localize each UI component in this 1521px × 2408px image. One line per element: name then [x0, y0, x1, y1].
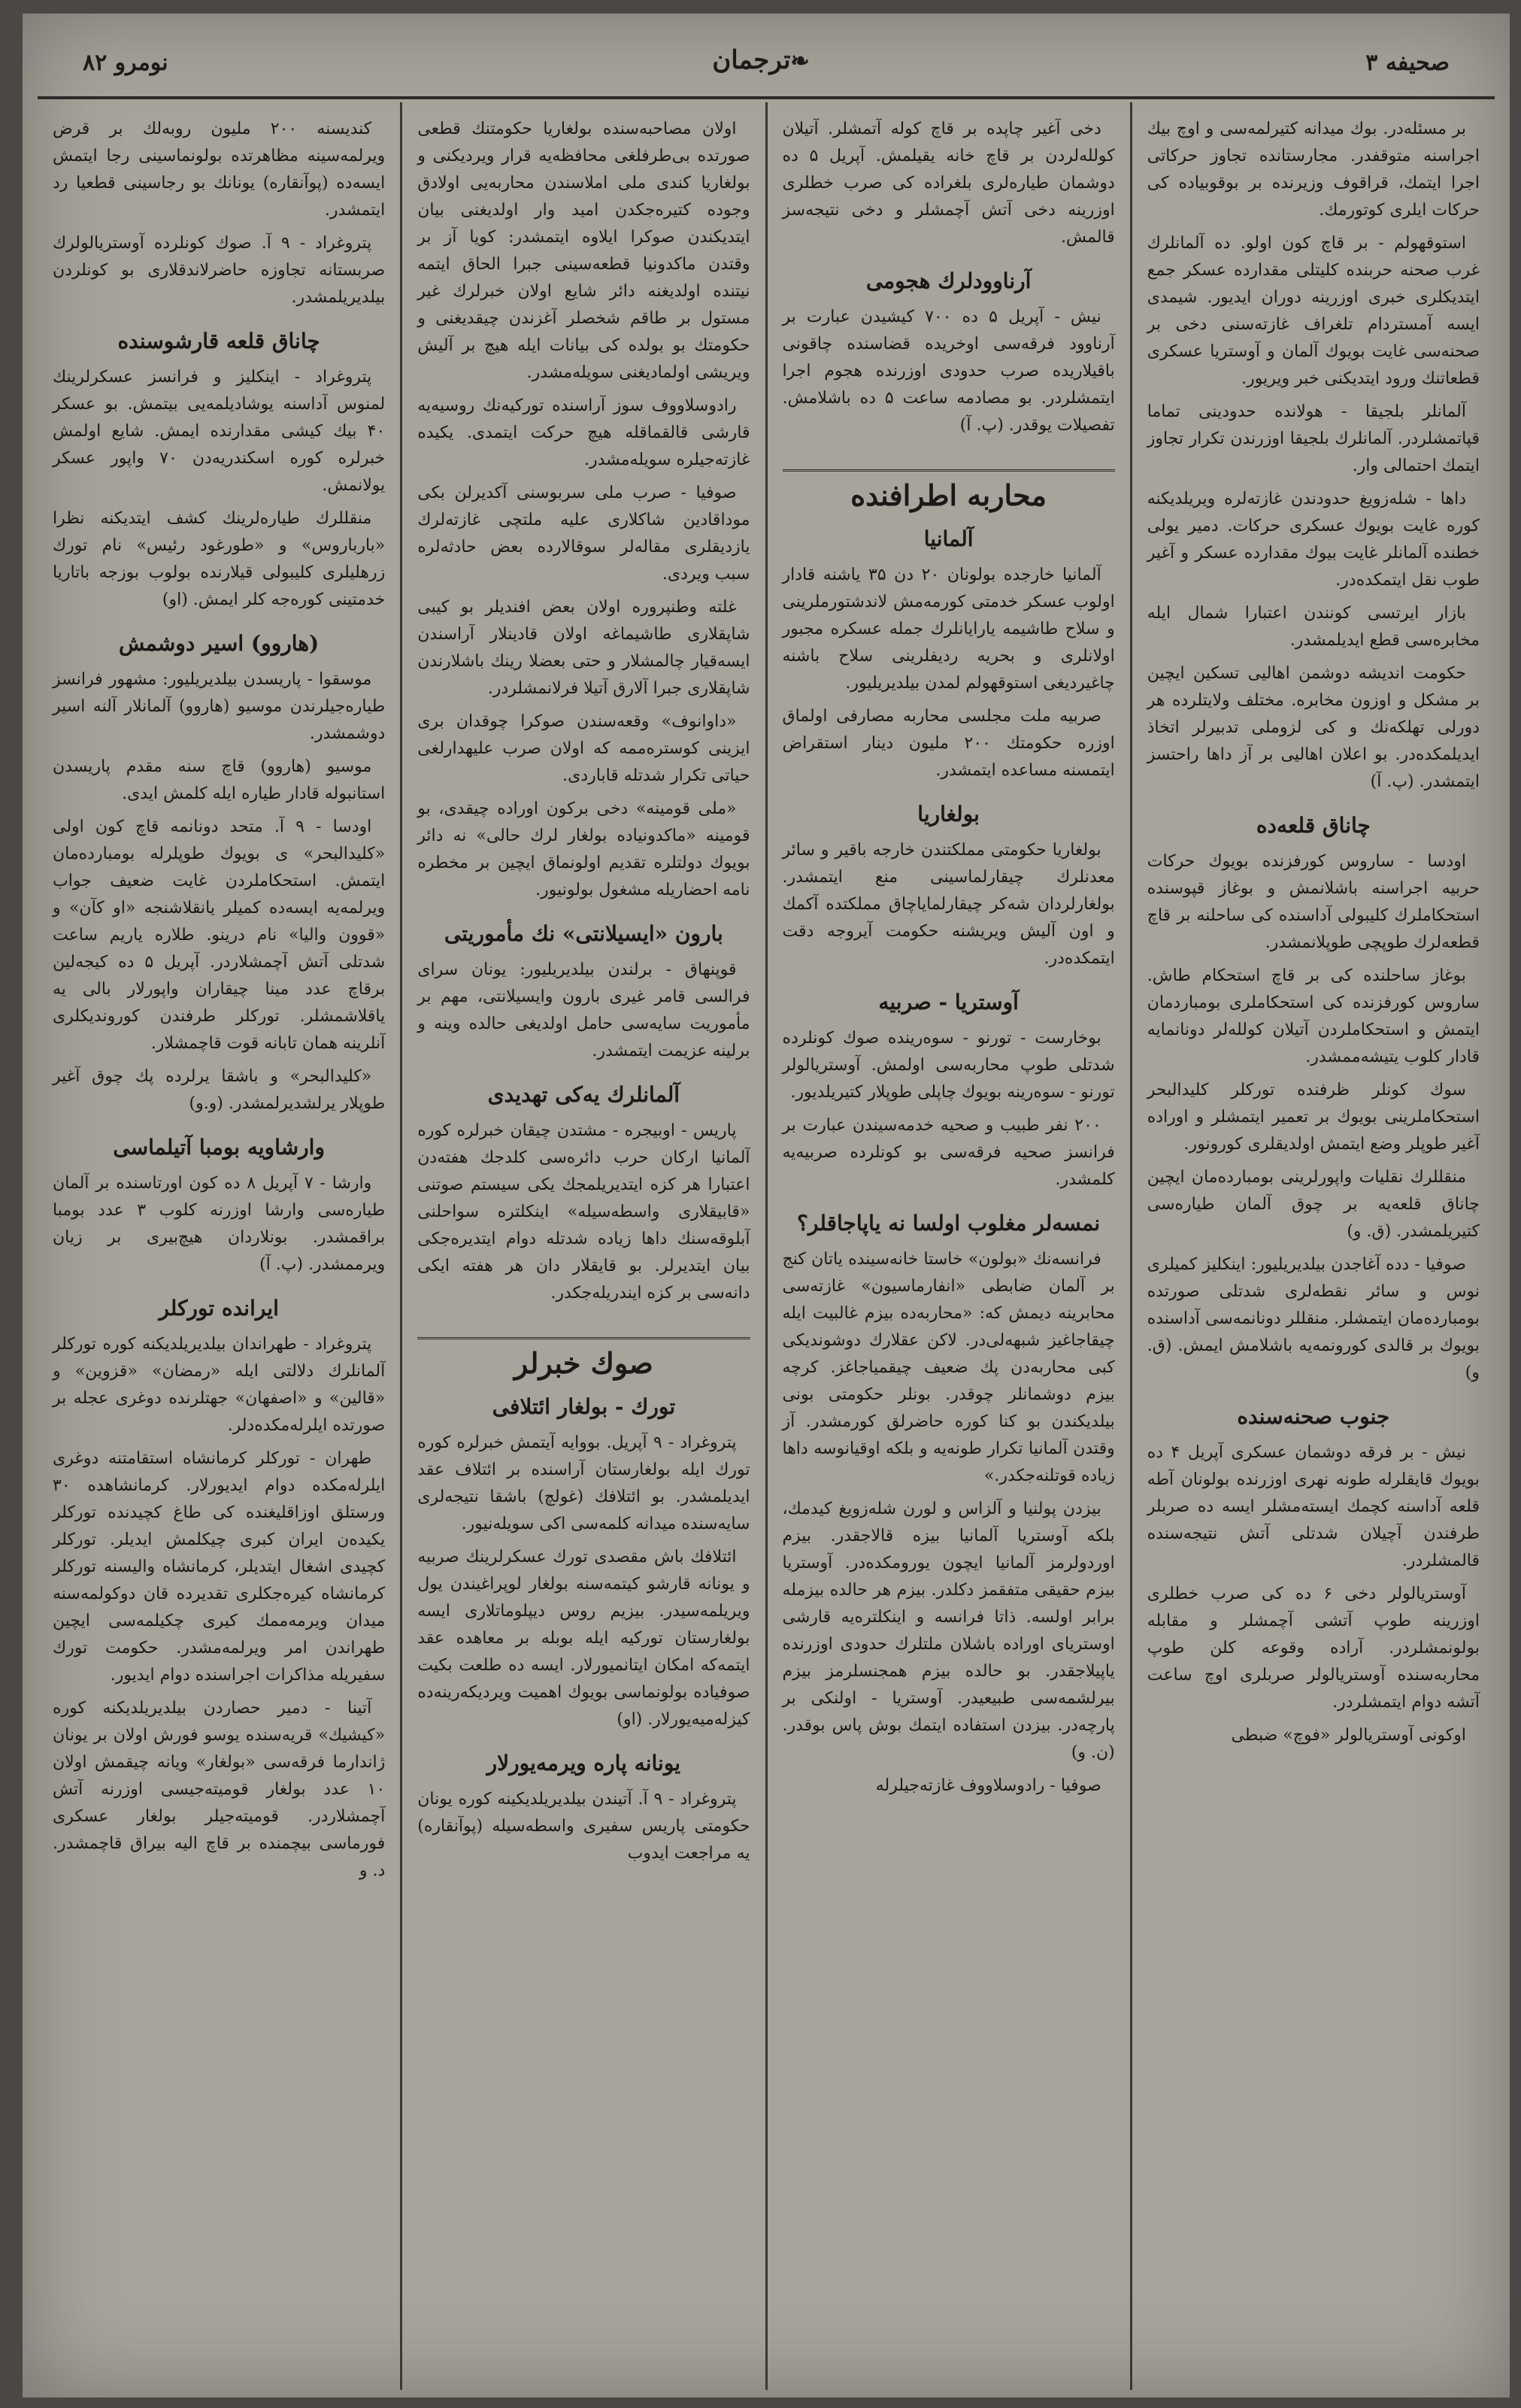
article-paragraph: صوفيا - دده آغاجدن بيلديريليور: اينكليز كميلرى نوس و سائر نقطه‌لرى شدتلى صورتده بومبارده‌مان ايتمشلر. منقللر دونانمه‌سى آداسنده بويوك بر قالدى كورونمه‌يه باشلامش ايمش. (ق. و) [1147, 1255, 1480, 1382]
article-paragraph: «كليدالبحر» و باشقا يرلرده پك چوق آغير طوپلار يرلشديرلمشدر. (و.و) [53, 1067, 386, 1113]
article-paragraph: رادوسلاووف سوز آراسنده توركيه‌نك روسيه‌يه قارشى قالقماقله هيچ حركت ايتمدى. يكيده غازته‌جيلره سويله‌مشدر. [417, 396, 750, 469]
article-paragraph: آلمانلر بلجيقا - هولانده حدودينى تماما قپاتمشلردر. آلمانلرك بلجيقا اوزرندن تكرار تجاوز ايتمك احتمالى وار. [1147, 402, 1480, 475]
article-paragraph: نيش - آپريل ۵ ده ۷۰۰ كيشيدن عبارت بر آرناوود فرقه‌سى اوخريده قضاسنده چاقونى باقيلاريده صرب حدودى اوزرنده هجوم اجرا ايتمشلردر. بو مصادمه ساعت ۵ ده باشلامش. تفصيلات يوقدر. (پ. آ) [782, 308, 1115, 435]
article-paragraph: موسقوا - پاريسدن بيلديريليور: مشهور فرانسز طياره‌جيلرندن موسيو (هاروو) آلمانلار آلنه اسير دوشمشدر. [53, 670, 386, 743]
article-paragraph: غلته وطنپروره اولان بعض افنديلر بو كيبى شاپقلارى طاشيماغه اولان قادينلار آراسندن ايسه‌قيار چالمشلار و حتى بعضلا رينك باشلارندن شاپقلارى جبرا آلارق آتيلا فرلانمشلردر. [417, 598, 750, 698]
section-headline: چاناق قلعه قارشوسنده [117, 329, 320, 353]
article-paragraph: صربيه ملت مجلسى محاربه مصارفى اولماق اوزره حكومتك ۲۰۰ مليون دينار استقراض ايتمسنه مساعده ايتمشدر. [782, 707, 1115, 780]
article-paragraph: آوستريالولر دخى ۶ ده كى صرب خطلرى اوزرينه طوپ آتشى آچمشلر و مقابله بولونمشلردر. آراده وقوعه كلن طوپ محاربه‌سنده آوستريالولر صربلرى اوچ ساعت آتشه دوام ايتمشلردر. [1147, 1585, 1480, 1712]
article-paragraph: قوپنهاق - برلندن بيلديريليور: يونان سراى فرالسى قامر غيرى بارون وايسيلانتى، مهم بر مأموريت سايه‌سى حامل اولديغى حالده وينه و برلينه عزيمت ايتمشدر. [417, 960, 750, 1060]
article-paragraph: فرانسه‌نك «بولون» خاستا خانه‌سينده ياتان كنج بر آلمان ضابطى «انفارماسيون» غازته‌سى محابرينه ديمش كه: «محاربه‌ده بيزم غالبيت ايله چيقاجاغيز شبهه‌لى‌در. لاكن عقلارك دوشونديكى كبى محاربه‌دن پك ضعيف چيقمياجاغز. كرچه بيزم دوشمانلر چوقدر. بونلر حكومتى بونى بيلديكندن بو كنا كوره حاضرلق كورمشدر. آز وقتدن آلمانيا تكرار طونه‌يه و بلكه اوقيانوسه داها زياده قوتلنه‌جكدر.» [782, 1250, 1115, 1485]
article-paragraph: پتروغراد - ۹ آ. آتيندن بيلديريلديكينه كوره يونان حكومتى پاريس سفيرى واسطه‌سيله (پوآنقاره) يه مراجعت ايدوب [417, 1790, 750, 1863]
article-paragraph: بيزدن پولنيا و آلزاس و لورن شله‌زويغ كيدمك، بلكه آوستريا آلمانيا بيزه قالاجقدر. بيزم اوردولرمز آلمانيا ايچون يورومكده‌در. آوستريا بيزم حقيقى متفقمز دكلدر. بيزم هر حالده بيزمله برابر اولسه. ذاتا فرانسه و اينكلتره‌يه قارشى اوسترياى اوراده باشلان ملتلرك حدودى اوزرنده ياپيلاجقدر. بو حالده بيزم همجنسلرمز بيزم بيرلشمه‌سى طبيعيدر. آوستريا - اولنكى بر پارچه‌در. بيزدن استفاده ايتمك بوش پاس بوقدر. (ن. و) [782, 1500, 1115, 1762]
article-paragraph: پتروغراد - ۹ آ. صوك كونلرده آوستريالولرك صربستانه تجاوزه حاضرلاندقلارى بو كونلردن بيلديريلمشدر. [53, 234, 386, 307]
section-headline: جنوب صحنه‌سنده [1237, 1404, 1390, 1429]
article-paragraph: صوفيا - رادوسلاووف غازته‌جيلرله [875, 1776, 1101, 1795]
article-paragraph: منقللرك طياره‌لرينك كشف ايتديكنه نظرا «بارباروس» و «طورغود رئيس» نام تورك زرهليلرى كليبولى قيلارنده بولوب بوزجه باتاريا خدمتينى كوره‌جه كلر ايمش. (او) [53, 509, 386, 609]
section-headline: آلمانلرك يه‌كى تهديدى [487, 1082, 680, 1107]
article-paragraph: پاريس - اوبيجره - مشتدن چيقان خبرلره كوره آلمانيا اركان حرب دائره‌سى كلدجك هفته‌دن اعتبارا هر كزه ايتديريلمجك يكى سيستم صوتنى «قابيقلارى واسطه‌سيله» اينكلتره سواحلنى آبلوقه‌سنك داها زياده شدتله دوام ايتديره‌جكى بيان ايتديرلر. بو قايقلار دان هر هفته ايكى دانه‌سى بر كزه ايندريله‌جكدر. [417, 1121, 750, 1303]
article-paragraph: وارشا - ۷ آپريل ۸ ده كون اورتاسنده بر آلمان طياره‌سى وارشا اوزرنه كلوب ۳ عدد بومبا براقمشدر. بونلاردان هيچ‌بيرى بر زيان ويرممشدر. (پ. آ) [53, 1174, 386, 1274]
section-headline: ايرانده توركلر [159, 1296, 279, 1321]
paper-title [38, 45, 1495, 75]
article-paragraph: منقللرك نقليات واپورلرينى بومبارده‌مان ايچين چاناق قلعه‌يه بر چوق آلمان طياره‌سى كتيريلمشدر. (ق. و) [1147, 1168, 1480, 1241]
column-2 [765, 102, 1130, 2390]
article-paragraph: پتروغراد - اينكليز و فرانسز عسكرلرينك لمنوس آداسنه يوشاديلمه‌يى بيتمش. بو عسكر ۴۰ بيك كيشى مقدارنده ايمش. شايع اولمش خبرلره كوره اسكندريه‌دن ۷۰ واپور عسكر يولانمش. [53, 368, 386, 495]
paper-name: ترجمان [712, 45, 791, 75]
newspaper-page [23, 14, 1510, 2397]
page-number: صحيفه ۳ [1365, 50, 1450, 76]
article-paragraph: اوكونى آوستريالولر «فوچ» ضبطى [1231, 1726, 1466, 1745]
article-paragraph: ائتلافك باش مقصدى تورك عسكرلرينك صربيه و يونانه قارشو كيتمه‌سنه بولغار لوپراغيندن يول ويريلمه‌سيدر. بيزيم روس ديپلوماتلارى ايسه بولغارستان توركيه ايله بوبله بر معاهده عقد ايتمه‌كه امكان ايتانميورلار. ايسه ده طلعت بكيت صوفياده بولونماسى بويوك اهميت ويرديكه‌رينه‌ده كيزله‌ميه‌يورلار. (او) [417, 1548, 750, 1729]
article-paragraph: آلمانيا خارجده بولونان ۲۰ دن ۳۵ ياشنه قادار اولوب عسكر خدمتى كورمه‌مش لاندشتورملرينى و سلاح طاشيمه يارايانلرك جمله عسكره مجبور اولانلرى و بحريه رديفلرينى سلاح باشنه چاغيرديغى استوقهولم لمدن بيلديريليور. [782, 566, 1115, 693]
section-headline: محاربه اطرافنده [783, 469, 1115, 509]
article-paragraph: پتروغراد - طهراندان بيلديريلديكنه كوره توركلر آلمانلرك دلالتى ايله «رمضان» «قزوين» و «قالين» و «اصفهان» جهتلرنده دوغرى عجله بر صورتده ايلرله‌مكده‌دلر. [53, 1335, 386, 1435]
article-paragraph: حكومت انديشه دوشمن اهاليى تسكين ايچين بر مشكل و اوزون مخابره. مختلف ولايتلرده هر دورلى تهلكه‌نك و كى لزوملى تدبيرلر اتخاذ ايديلمكده‌در. بو اعلان اهاليى بر آز داها راحتسز ايتمشدر. (پ. آ) [1147, 664, 1480, 791]
article-paragraph: بوغاز ساحلنده كى بر قاچ استحكام طاش. ساروس كورفزنده كى استحكاملرى بومباردمان ايتمش و استحكاملردن آتيلان كولله‌لر دونانمايه قادار كلوب يتيشه‌ممشدر. [1147, 966, 1480, 1066]
section-headline: تورك - بولغار ائتلافى [492, 1394, 676, 1419]
article-paragraph: موسيو (هاروو) قاچ سنه مقدم پاريسدن استانبوله قادار طياره ايله كلمش ايدى. [53, 757, 386, 803]
article-paragraph: بولغاريا حكومتى مملكتندن خارجه باقير و سائر معدنلرك چيقارلماسينى منع ايتمشدر. بولغارلردان شه‌كر چيقارلماياچاق مملكتده آكمك و اون آليش ويريشنه حكومت آيروجه دقت ايتمكده‌در. [782, 841, 1115, 968]
section-headline: آلمانيا [923, 526, 974, 551]
section-headline: وارشاويه بومبا آتيلماسى [113, 1135, 325, 1160]
article-paragraph: پتروغراد - ۹ آپريل. بووايه آيتمش خبرلره كوره تورك ايله بولغارستان آراسنده بر ائتلاف عقد ايديلمشدر. بو ائتلافك (غولچ) باشقا نتيجه‌لرى سايه‌سنده ميدانه كلمه‌سى اكى سويله‌نيور. [417, 1433, 750, 1533]
section-headline: (هاروو) اسير دوشمش [118, 631, 320, 656]
article-paragraph: صوفيا - صرب ملى سربوسنى آكديرلن بكى موداقادين شاكلارى عليه ملتچى غازته‌لرك يازديقلرى مقاله‌لر سوقالارده بعض حادثه‌لره سبب ويردى. [417, 484, 750, 584]
section-headline: بارون «ايسيلانتى» نك مأموريتى [444, 921, 723, 946]
article-paragraph: كنديسنه ۲۰۰ مليون روبه‌لك بر قرض ويرلمه‌سينه مظاهرتده بولونماسينى رجا ايتمش ايسه‌ده (پوآنقاره) يونانك بو رجاسينى قطعيا رد ايتمشدر. [53, 120, 386, 220]
section-headline: يونانه پاره ويرمه‌يورلار [486, 1751, 681, 1776]
article-paragraph: داها - شله‌زويغ حدودندن غازته‌لره ويريلديكنه كوره غايت بويوك عسكرى حركات. دمير يولى خطنده آلمانلر غايت بيوك مقدارده عسكر و آغير طوب نقل ايتمكده‌در. [1147, 490, 1480, 590]
article-columns [38, 102, 1495, 2390]
article-paragraph: دخى آغير چاپده بر قاچ كوله آتمشلر. آتيلان كولله‌لردن بر قاچ خانه يقيلمش. آپريل ۵ ده دوشمان طياره‌لرى بلغراده كى صرب خطلرى اوزرينه دخى آتش آچمشلر و دخى نتيجه‌سز قالمش. [782, 120, 1115, 247]
issue-number: نومرو ۸۲ [83, 50, 168, 76]
article-paragraph: طهران - توركلر كرمانشاه استقامتنه دوغرى ايلرله‌مكده دوام ايديورلار. كرمانشاهده ۳۰ ورستلق اوزاقليغنده كى طاغ كچيدنده توركلر يكيده‌ن ايران كبرى چيكلمش ايديلر. توركلر كچيدى اشغال ايتديلر، كرمانشاه واليسنه توركلر كرمانشاه كيره‌جكلرى تقديرده قان دوكولمه‌سنه ميدان ويرمه‌ممك كيرى چكيلمه‌سى ايچين طهراندن امر ويرلمه‌مشدر. حكومت تورك سفيريله مذاكرات اجراسنده دوام ايديور. [53, 1449, 386, 1685]
article-paragraph: اودسا - ۹ آ. متحد دونانمه قاچ كون اولى «كليدالبحر» ى بويوك طوپلرله بومبارده‌مان ايتمش. استحكاملردن غايت ضعيف جواب ويرلمه‌يه ايسه‌ده كميلر يانقلاشنجه «او كآن» و «قوون واليا» نام درينو. طلاره ياريم ساعت شدتلى آتش آچمشلاردر. آپريل ۵ ده كيجه‌لين برقاچ عدد مينا چيقاران واپورلار بالى يه ياقلاشمشلر. توركلر طرفندن كورونديكلرى آنلرينه همان تابانه قوت قاچمشلار. [53, 817, 386, 1053]
article-paragraph: «ملى قومينه» دخى بركون اوراده چيقدى، بو قومينه «ماكدونياده بولغار لرك حالى» نه دائر بويوك دولتلره تقديم اولونماق ايچين بر مخطره نامه احضاريله مشغول بولونيور. [417, 799, 750, 899]
section-headline: صوك خبرلر [417, 1337, 750, 1377]
article-paragraph: ۲۰۰ نفر طبيب و صحيه خدمه‌سيندن عبارت بر فرانسز صحيه فرقه‌سى بو كونلرده صربيه‌يه كلمشدر. [782, 1116, 1115, 1189]
section-headline: نمسه‌لر مغلوب اولسا نه ياپاجاقلر؟ [797, 1211, 1101, 1236]
section-headline: چاناق قلعه‌ده [1256, 813, 1371, 838]
article-paragraph: بوخارست - تورنو - سوه‌رينده صوك كونلرده شدتلى طوپ محاربه‌سى اولمش. آوستريالولر تورنو - سوه‌رينه بويوك چاپلى طوپلار كتيريلديور. [782, 1029, 1115, 1102]
article-paragraph: اولان مصاحبه‌سنده بولغاريا حكومتنك قطعى صورتده بى‌طرفلغى محافظه‌يه قرار ويرديكنى و بولغاريا كندى ملى املاسندن محاربه‌يى اولادق وجوده كتيره‌جكدن اميد وار اولديغنى بيان ايتديكندن صوكرا ايلاوه ايتمشدر: كويا آز بر وقتدن ماكدونيا قطعه‌سينى جبرا الحاق ايتمه نيتنده اولديغنه دائر شايع اولان خبرلرك غير مستول بر طاقم شخصلر آغزندن چيقديغنى و حكومتك بو بولده كى بيانات ايله هيچ بر آليش ويريشى اولماديغنى سويله‌مشدر. [417, 120, 750, 382]
article-paragraph: سوك كونلر ظرفنده توركلر كليدالبحر استحكاملرينى بويوك بر تعمير ايتمشلر و اوراده آغير طوپلر وضع ايتمش اولديقلرى كورونور. [1147, 1081, 1480, 1154]
article-paragraph: بازار ايرتسى كونندن اعتبارا شمال ايله مخابره‌سى قطع ايديلمشدر. [1147, 604, 1480, 650]
article-paragraph: آتينا - دمير حصاردن بيلديريلديكنه كوره «كيشيك» قريه‌سنده يوسو فورش اولان بر يونان ژاندارما فرقه‌سى «بولغار» ويانه چيقمش اولان ۱۰ عدد بولغار قوميته‌جيسى اوزرنه آتش آچمشلاردر. قوميته‌جيلر بولغار عسكرى فورماسى بيچمنده بر قاچ اليه بيراق قاچمشدر. د. و [53, 1699, 386, 1880]
article-paragraph: «داوانوف» وقعه‌سندن صوكرا چوقدان برى ايزينى كوستره‌ممه كه اولان صرب عليهدارلغى حياتى تكرار شدتله قاباردى. [417, 712, 750, 785]
section-headline: آوستريا - صربيه [878, 990, 1019, 1014]
masthead [38, 29, 1495, 99]
section-headline: آرناوودلرك هجومى [865, 268, 1032, 293]
article-paragraph: بر مسئله‌در. بوك ميدانه كتيرلمه‌سى و اوچ بيك اجراسنه متوقفدر. مجارستانده تجاوز حركاتى اجرا ايتمك، قراقوف وزيرنده بر بوقوبياده كى حركات ايلرى كوتورمك. [1147, 120, 1480, 220]
fleuron-icon: ❧ [790, 48, 810, 74]
column-4 [38, 102, 400, 2390]
column-1 [1130, 102, 1495, 2390]
article-paragraph: استوقهولم - بر قاچ كون اولو. ده آلمانلرك غرب صحنه حربنده كليتلى مقدارده عسكر جمع ايتديكلرى خبرى اوزرينه دوران ايديور. شيمدى ايسه آمستردام تلغراف غازته‌سنى دخى بر صحنه‌سى غايت بويوك آلمان و آوستريا عسكرى قطعاتنك ورود ايتديكنى خبر ويريور. [1147, 234, 1480, 388]
article-paragraph: اودسا - ساروس كورفزنده بويوك حركات حربيه اجراسنه باشلانمش و بوغاز قپوسنده استحكاملرك كليبولى آداسنده كى ساحلنه بر قاچ قطعه‌لرك طوپچى طوپلانمشدر. [1147, 852, 1480, 952]
section-headline: بولغاريا [917, 802, 980, 826]
column-3 [400, 102, 765, 2390]
article-paragraph: نيش - بر فرقه دوشمان عسكرى آپريل ۴ ده بويوك قايقلرله طونه نهرى اوزرنده بولونان آطه قلعه آداسنه كچمك ايسته‌مشلر ايسه ده صربلر طرفندن آچيلان شدتلى آتش نتيجه‌سنده قالمشلردر. [1147, 1443, 1480, 1570]
